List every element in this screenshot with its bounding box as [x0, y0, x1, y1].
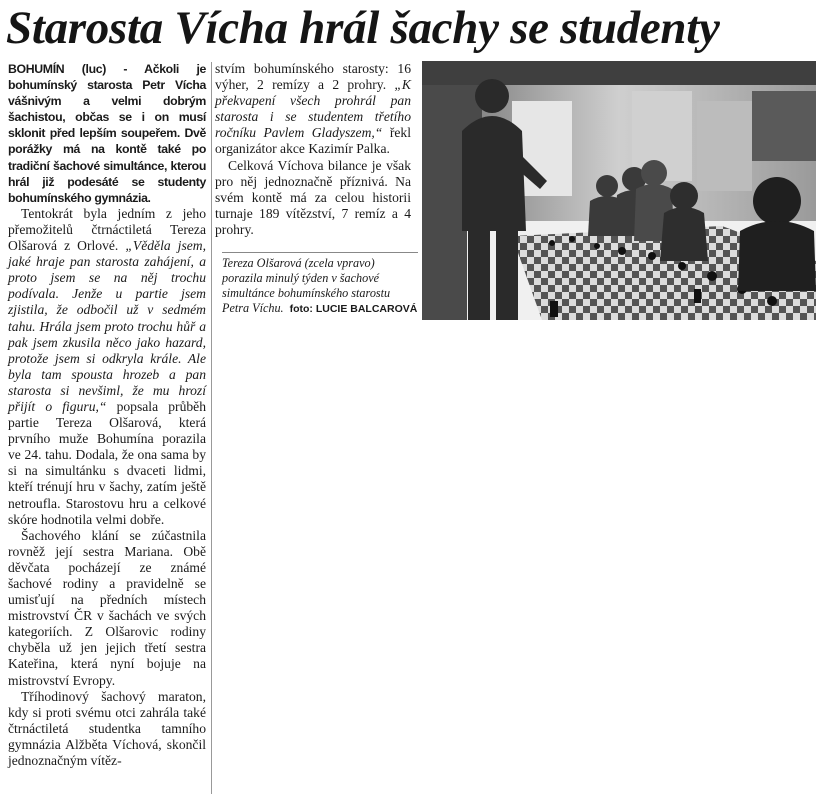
lead-paragraph: BOHUMÍN (luc) - Ačkoli je bohumínský starosta Petr Vícha vášnivým a velmi dobrým šachistou, občas se i on musí sklonit před lepším soupeřem. Dvě porážky má na kontě také po tradiční šachové simultánce, kterou hrál již podesáté se studenty bohumínského gymnázia. — [8, 62, 206, 205]
body-paragraph-continued — [215, 61, 411, 158]
article-column-1 — [8, 61, 206, 769]
photo-illustration — [422, 61, 816, 320]
paragraph-1-rest: popsala průběh partie Tereza Olšarová, která prvního muže Bohumína porazila ve 24. tahu. Dodala, že ona sama by si na simultánku s dvaceti lidmi, kteří trénují hru v šachy, zatím ještě netroufla. Starostovu hru a celkové skóre hodnotila velmi dobře. — [8, 398, 206, 527]
news-photo — [422, 61, 816, 320]
body-paragraph-2: Šachového klání se zúčastnila rovněž její sestra Mariana. Obě děvčata pocházejí ze známé šachové rodiny a pravidelně se umisťují na předních místech mistrovství ČR v šachách ve svých kategoriích. Z Olšarovic rodiny chyběla už jen jejich třetí sestra Kateřina, která nyní bojuje na mistrovství Evropy. — [8, 527, 206, 688]
paragraph-1-intro: Tentokrát byla jedním z jeho přemožitelů čtrnáctiletá Tereza Olšarová z Orlové. — [8, 205, 206, 254]
continued-text: stvím bohumínského starosty: 16 výher, 2 remízy a 2 prohry. — [215, 61, 411, 93]
body-paragraph-balance: Celková Víchova bilance je však pro něj jednoznačně příznivá. Na svém kontě má za celou historii turnaje 189 vítězství, 7 remíz a 4 prohry. — [215, 157, 411, 237]
article-column-2 — [215, 61, 411, 238]
quote-organizer: „K překvapení všech prohrál pan starosta i se studentem třetího ročníku Pavlem Gladyszem,“ — [215, 77, 411, 141]
headline: Starosta Vícha hrál šachy se studenty — [6, 2, 720, 54]
photo-credit: foto: LUCIE BALCAROVÁ — [289, 303, 418, 315]
body-paragraph-3: Tříhodinový šachový maraton, kdy si proti svému otci zahrála také čtrnáctiletá studentka tamního gymnázia Alžběta Víchová, skončil jednoznačným vítěz- — [8, 688, 206, 769]
organizer-attribution: řekl organizátor akce Kazimír Palka. — [215, 125, 411, 157]
body-paragraph-1 — [8, 206, 206, 528]
column-divider — [211, 62, 212, 794]
photo-caption — [222, 252, 418, 317]
caption-text: Tereza Olšarová (zcela vpravo) porazila minulý týden v šachové simultánce bohumínského starostu Petra Víchu. — [222, 256, 391, 315]
quote-tereza: „Věděla jsem, jaké hraje pan starosta zahájení, a proto jsem se na něj trochu podívala. Jenže u partie jsem zjistila, že odbočil už v sedmém tahu. Hrála jsem proto trochu hůř a pak jsem zkusila něco jako hazard, protože jsem si odkryla krále. Ale byla tam spousta hrozeb a pan starosta si nevšiml, že mu hrozí přijít o figuru,“ — [8, 238, 206, 414]
